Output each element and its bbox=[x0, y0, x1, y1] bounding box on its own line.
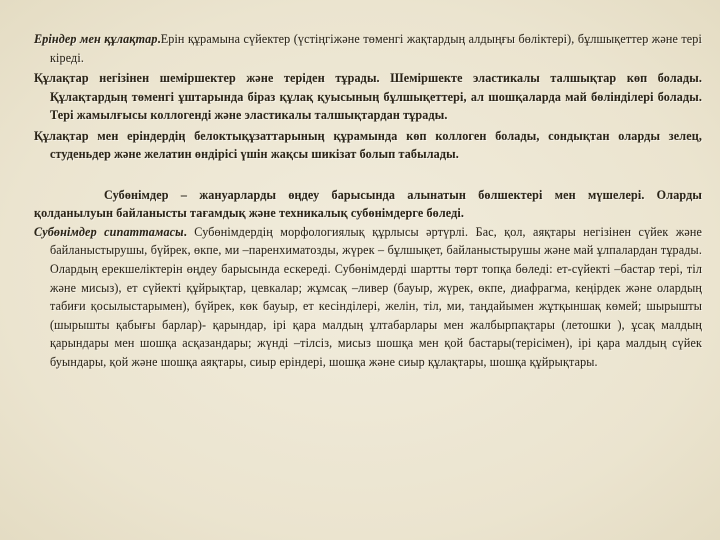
term-by-products-description: Субөнімдер сипаттамасы bbox=[34, 224, 184, 239]
spacer bbox=[34, 164, 702, 186]
slide-content bbox=[34, 30, 702, 371]
paragraph-by-products-description-body: Субөнімдердің морфологиялық құрлысы әртүрлі. Бас, қол, аяқтары негізінен сүйек және байланыстырушы, бүйрек, өкпе, ми –паренхиматозды, жүрек – бұлшықет, байланыстырушы және май ұлпалардан тұрады. Олардың ерекшеліктерін өңдеу барысында ескереді. Субөнімдерді шартты төрт топқа бөледі: ет-сүйекті –бастар тері, тіл және мисыз), ет сүйекті құйрықтар, цевкалар; жұмсақ –ливер (бауыр, жүрек, өкпе, диафрагма, кеңірдек және олардың табиғи қосылыстарымен), бүйрек, көк бауыр, ет кесінділері, желін, тіл, ми, таңдайымен жұтқыншақ көмей; шырышты (шырышты қабығы барлар)- қарындар, ірі қара малдың ұлтабарлары мен жалбырпақтары (летошки ), ұсақ малдың қарындары мен шошқа асқазандары; жүнді –тілсіз, мисыз шошқа мен қой бастары(терісімен), ірі қара малдың сүйек буындары, қой және шошқа аяқтары, сиыр еріндері, шошқа және сиыр құлақтары, шошқа құйрықтары. bbox=[50, 224, 702, 369]
paragraph-by-products-description: Субөнімдер сипаттамасы. Субөнімдердің морфологиялық құрлысы әртүрлі. Бас, қол, аяқтары негізінен сүйек және байланыстырушы, бүйрек, өкпе, ми –паренхиматозды, жүрек – бұлшықет, байланыстырушы және май ұлпалардан тұрады. Олардың ерекшеліктерін өңдеу барысында ескереді. Субөнімдерді шартты төрт топқа бөледі: ет-сүйекті –бастар тері, тіл және мисыз), ет сүйекті құйрықтар, цевкалар; жұмсақ –ливер (бауыр, жүрек, өкпе, диафрагма, кеңірдек және олардың табиғи қосылыстарымен), бүйрек, көк бауыр, ет кесінділері, желін, тіл, ми, таңдайымен жұтқыншақ көмей; шырышты (шырышты қабығы барлар)- қарындар, ірі қара малдың ұлтабарлары мен жалбырпақтары (летошки ), ұсақ малдың қарындары мен шошқа асқазандары; жүнді –тілсіз, мисыз шошқа мен қой бастары(терісімен), ірі қара малдың сүйек буындары, қой және шошқа аяқтары, сиыр еріндері, шошқа және сиыр құлақтары, шошқа құйрықтары. bbox=[34, 224, 702, 369]
paragraph-by-products-definition: Субөнімдер – жануарларды өңдеу барысында алынатын бөлшектері мен мүшелері. Оларды қолданылуын байланысты тағамдық және техникалық субөнімдерге бөледі. bbox=[34, 187, 702, 221]
paragraph-lips-ears: Ерiндер мен құлақтар.Ерін құрамына сүйектер (үстіңгіжәне төменгі жақтардың алдыңғы бөліктері), бұлшықеттер және тері кіреді. bbox=[34, 32, 702, 65]
paragraph-collagen: Құлақтар мен еріндердің белоктықұзаттарының құрамында көп коллоген болады, сондықтан оларды зелец, студеньдер және желатин өндірісі үшін жақсы шикізат болып табылады. bbox=[34, 128, 702, 162]
term-lips-ears: Ерiндер мен құлақтар bbox=[34, 32, 158, 46]
paragraph-ears-structure: Құлақтар негізінен шеміршектер және теріден тұрады. Шеміршекте эластикалы талшықтар көп болады. Құлақтардың төменгі ұштарында біраз құлақ қуысының бұлшықеттері, ал шошқаларда май бөлінділері болады. Тері жамылғысы коллогенді және эластикалы талшықтардан тұрады. bbox=[34, 71, 702, 123]
paragraph-lips-ears-body: Ерін құрамына сүйектер (үстіңгіжәне төменгі жақтардың алдыңғы бөліктері), бұлшықеттер және тері кіреді. bbox=[50, 32, 702, 65]
